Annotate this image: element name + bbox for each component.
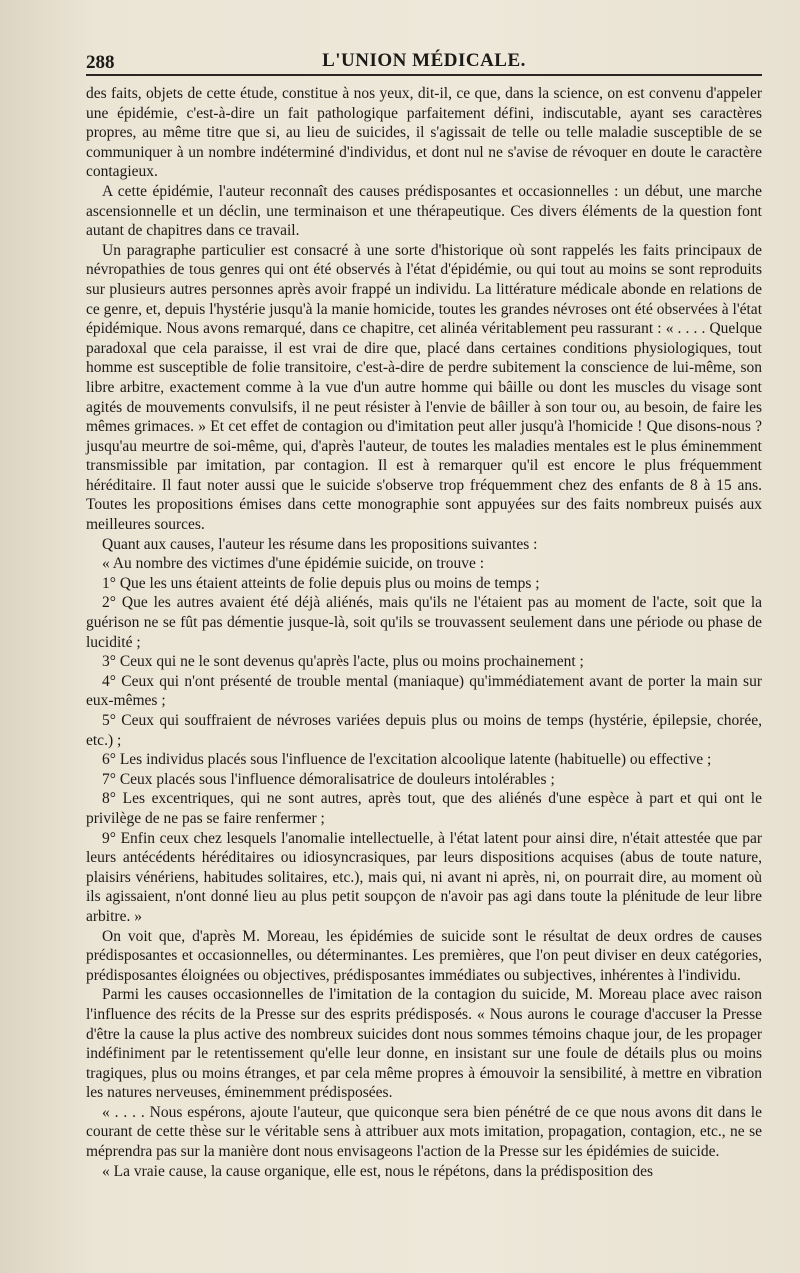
paragraph: A cette épidémie, l'auteur reconnaît des causes prédisposantes et occasionnelles : un début, une marche ascensionnelle et un déclin, une terminaison et une thérapeutique. Ces divers éléments de la question font autant de chapitres dans ce travail. <box>86 182 762 240</box>
body-text <box>86 84 762 1181</box>
list-item: 1° Que les uns étaient atteints de folie depuis plus ou moins de temps ; <box>102 574 540 592</box>
paragraph: « La vraie cause, la cause organique, elle est, nous le répétons, dans la prédisposition des <box>102 1162 654 1180</box>
paragraph: des faits, objets de cette étude, constitue à nos yeux, dit-il, ce que, dans la science, on est convenu d'appeler une épidémie, c'est-à-dire un fait pathologique parfaitement défini, indiscutable, ayant ses caractères propres, au même titre que si, au lieu de suicides, il s'agissait de telle ou telle maladie susceptible de se communiquer à un nombre indéterminé d'individus, et dont nul ne s'avise de révoquer en doute le caractère contagieux. <box>86 85 762 181</box>
list-item: 4° Ceux qui n'ont présenté de trouble mental (maniaque) qu'immédiatement avant de porter la main sur eux-mêmes ; <box>86 672 762 710</box>
list-item: 5° Ceux qui souffraient de névroses variées depuis plus ou moins de temps (hystérie, épilepsie, chorée, etc.) ; <box>86 712 762 749</box>
page-number: 288 <box>86 52 115 73</box>
paragraph: On voit que, d'après M. Moreau, les épidémies de suicide sont le résultat de deux ordres de causes prédisposantes et occasionnelles, ou déterminantes. Les premières, que l'on peut diviser en deux catégories, prédisposantes éloignées ou objectives, prédisposantes immédiates ou subjectives, inhérentes à l'individu. <box>86 927 762 984</box>
paragraph: Quant aux causes, l'auteur les résume dans les propositions suivantes : <box>102 535 538 553</box>
list-item: 8° Les excentriques, qui ne sont autres, après tout, que des aliénés d'une espèce à part et qui ont le privilège de ne pas se faire renfermer ; <box>86 790 762 827</box>
paragraph: « . . . . Nous espérons, ajoute l'auteur, que quiconque sera bien pénétré de ce que nous avons dit dans le courant de cette thèse sur le véritable sens à attribuer aux mots imitation, propagation, contagion, etc., ne se méprendra pas sur la manière dont nous envisageons l'action de la Presse sur les épidémies de suicide. <box>86 1103 762 1161</box>
page-header <box>86 44 762 76</box>
paragraph: Un paragraphe particulier est consacré à une sorte d'historique où sont rappelés les faits principaux de névropathies de tous genres qui ont été observés à l'état d'épidémie, ou qui tout au moins se sont reproduits sur plusieurs autres personnes après avoir frappé un individu. La littérature médicale abonde en relations de ce genre, et, depuis l'hystérie jusqu'à la manie homicide, toutes les grandes névroses ont été observées à l'état épidémique. Nous avons remarqué, dans ce chapitre, cet alinéa véritablement peu rassurant : « . . . . Quelque paradoxal que cela paraisse, il est vrai de dire que, placé dans certaines conditions physiologiques, tout homme est susceptible de folie transitoire, c'est-à-dire de perdre subitement la conscience de lui-même, son libre arbitre, exactement comme à la vue d'un autre homme qui bâille ou dont les muscles du visage sont agités de mouvements convulsifs, il ne peut résister à l'envie de bâiller à son tour ou, au besoin, de faire les mêmes grimaces. » Et cet effet de contagion ou d'imitation peut aller jusqu'à l'homicide ! Que disons-nous ? jusqu'au meurtre de soi-même, qui, d'après l'auteur, de toutes les maladies mentales est le plus éminemment transmissible par imitation, par contagion. Il est à remarquer qu'il est encore le plus fréquemment héréditaire. Il faut noter aussi que le suicide s'observe trop fréquemment chez des enfants de 8 à 15 ans. Toutes les propositions émises dans cette monographie sont appuyées sur des faits nombreux puisés aux meilleures sources. <box>86 241 762 534</box>
list-item: 7° Ceux placés sous l'influence démoralisatrice de douleurs intolérables ; <box>102 770 555 788</box>
paragraph: Parmi les causes occasionnelles de l'imitation de la contagion du suicide, M. Moreau place avec raison l'influence des récits de la Presse sur des esprits prédisposés. « Nous aurons le courage d'accuser la Presse d'être la cause la plus active des nombreux suicides dont nous sommes témoins chaque jour, de les propager indéfiniment par le retentissement qu'elle leur donne, en insistant sur une foule de détails plus ou moins tragiques, plus ou moins étranges, et par cela même propres à émouvoir la sensibilité, à mettre en vibration les natures nerveuses, éminemment prédisposées. <box>86 986 762 1102</box>
list-item: 9° Enfin ceux chez lesquels l'anomalie intellectuelle, à l'état latent pour ainsi dire, n'était attestée que par leurs antécédents héréditaires ou idiosyncrasiques, par leurs dispositions acquises (abus de toute nature, plaisirs vénériens, habitudes solitaires, etc.), mais qui, ni avant ni après, ni, on pourrait dire, au moment où ils agissaient, n'ont donné lieu au plus petit soupçon de n'avoir pas agi dans toute la plénitude de leur libre arbitre. » <box>86 829 762 925</box>
list-item: 6° Les individus placés sous l'influence de l'excitation alcoolique latente (habituelle) ou effective ; <box>102 751 712 769</box>
list-item: 2° Que les autres avaient été déjà aliénés, mais qu'ils ne l'étaient pas au moment de l'acte, soit que la guérison ne se fût pas démentie jusque-là, soit qu'ils se trouvassent seulement dans une période ou phase de lucidité ; <box>86 594 762 651</box>
running-title: L'UNION MÉDICALE. <box>322 50 526 71</box>
quote-intro: « Au nombre des victimes d'une épidémie suicide, on trouve : <box>102 555 485 573</box>
list-item: 3° Ceux qui ne le sont devenus qu'après l'acte, plus ou moins prochainement ; <box>102 653 584 671</box>
